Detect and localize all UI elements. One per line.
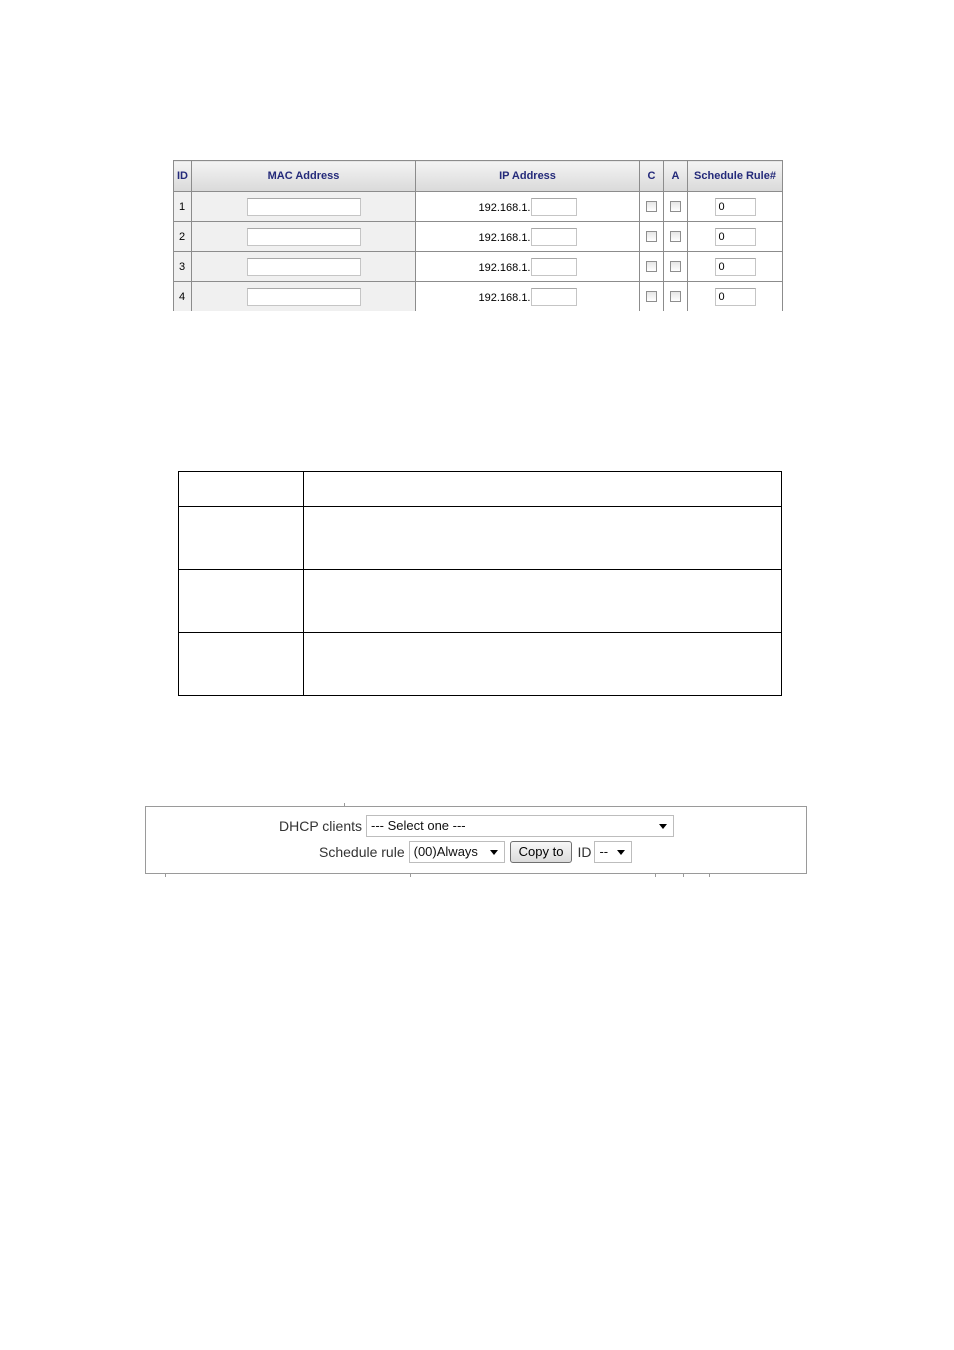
schedule-rule-input[interactable]: 0 [715, 198, 756, 216]
chevron-down-icon [490, 850, 498, 855]
table-row [174, 192, 783, 222]
id-selected-value: -- [599, 844, 609, 859]
c-checkbox[interactable] [646, 291, 657, 302]
divider [344, 803, 345, 807]
c-checkbox[interactable] [646, 231, 657, 242]
mac-address-input[interactable] [247, 228, 361, 246]
dhcp-clients-select[interactable] [366, 815, 674, 837]
a-checkbox[interactable] [670, 201, 681, 212]
row-id: 2 [174, 222, 192, 252]
schedule-rule-input[interactable]: 0 [715, 258, 756, 276]
c-checkbox[interactable] [646, 261, 657, 272]
divider [683, 873, 684, 877]
description-row [179, 570, 782, 633]
dhcp-clients-label: DHCP clients [279, 818, 362, 834]
mac-address-input[interactable] [247, 288, 361, 306]
id-label: ID [577, 844, 592, 860]
a-checkbox[interactable] [670, 231, 681, 242]
dhcp-clients-panel [145, 806, 807, 874]
dhcp-clients-row [279, 815, 674, 837]
ip-suffix-input[interactable] [531, 228, 577, 246]
schedule-rule-input[interactable]: 0 [715, 288, 756, 306]
description-table [178, 471, 782, 696]
divider [709, 873, 710, 877]
header-schedule-rule: Schedule Rule# [688, 161, 783, 192]
chevron-down-icon [659, 824, 667, 829]
dhcp-clients-selected-value: --- Select one --- [371, 818, 466, 833]
description-row [179, 507, 782, 570]
row-id: 3 [174, 252, 192, 282]
mac-address-input[interactable] [247, 258, 361, 276]
ip-suffix-input[interactable] [531, 288, 577, 306]
c-checkbox[interactable] [646, 201, 657, 212]
divider [410, 873, 411, 877]
description-row [179, 633, 782, 696]
divider [165, 873, 166, 877]
ip-prefix-label: 192.168.1. [478, 202, 531, 214]
schedule-rule-label: Schedule rule [319, 844, 405, 860]
table-header-row [174, 161, 783, 192]
schedule-rule-selected-value: (00)Always [413, 844, 478, 859]
table-row [174, 282, 783, 312]
ip-suffix-input[interactable] [531, 198, 577, 216]
description-row [179, 472, 782, 507]
header-c: C [640, 161, 664, 192]
mac-ip-binding-table [173, 160, 783, 311]
mac-address-input[interactable] [247, 198, 361, 216]
chevron-down-icon [617, 850, 625, 855]
ip-suffix-input[interactable] [531, 258, 577, 276]
header-id: ID [174, 161, 192, 192]
a-checkbox[interactable] [670, 261, 681, 272]
row-id: 1 [174, 192, 192, 222]
copy-to-button[interactable]: Copy to [510, 841, 573, 863]
schedule-rule-input[interactable]: 0 [715, 228, 756, 246]
table-row [174, 222, 783, 252]
a-checkbox[interactable] [670, 291, 681, 302]
row-id: 4 [174, 282, 192, 312]
schedule-rule-select[interactable] [409, 841, 505, 863]
divider [655, 873, 656, 877]
ip-prefix-label: 192.168.1. [478, 292, 531, 304]
ip-prefix-label: 192.168.1. [478, 262, 531, 274]
id-select[interactable] [594, 841, 632, 863]
ip-prefix-label: 192.168.1. [478, 232, 531, 244]
schedule-rule-row [319, 841, 632, 863]
header-ip-address: IP Address [416, 161, 640, 192]
header-mac-address: MAC Address [192, 161, 416, 192]
table-row [174, 252, 783, 282]
header-a: A [664, 161, 688, 192]
